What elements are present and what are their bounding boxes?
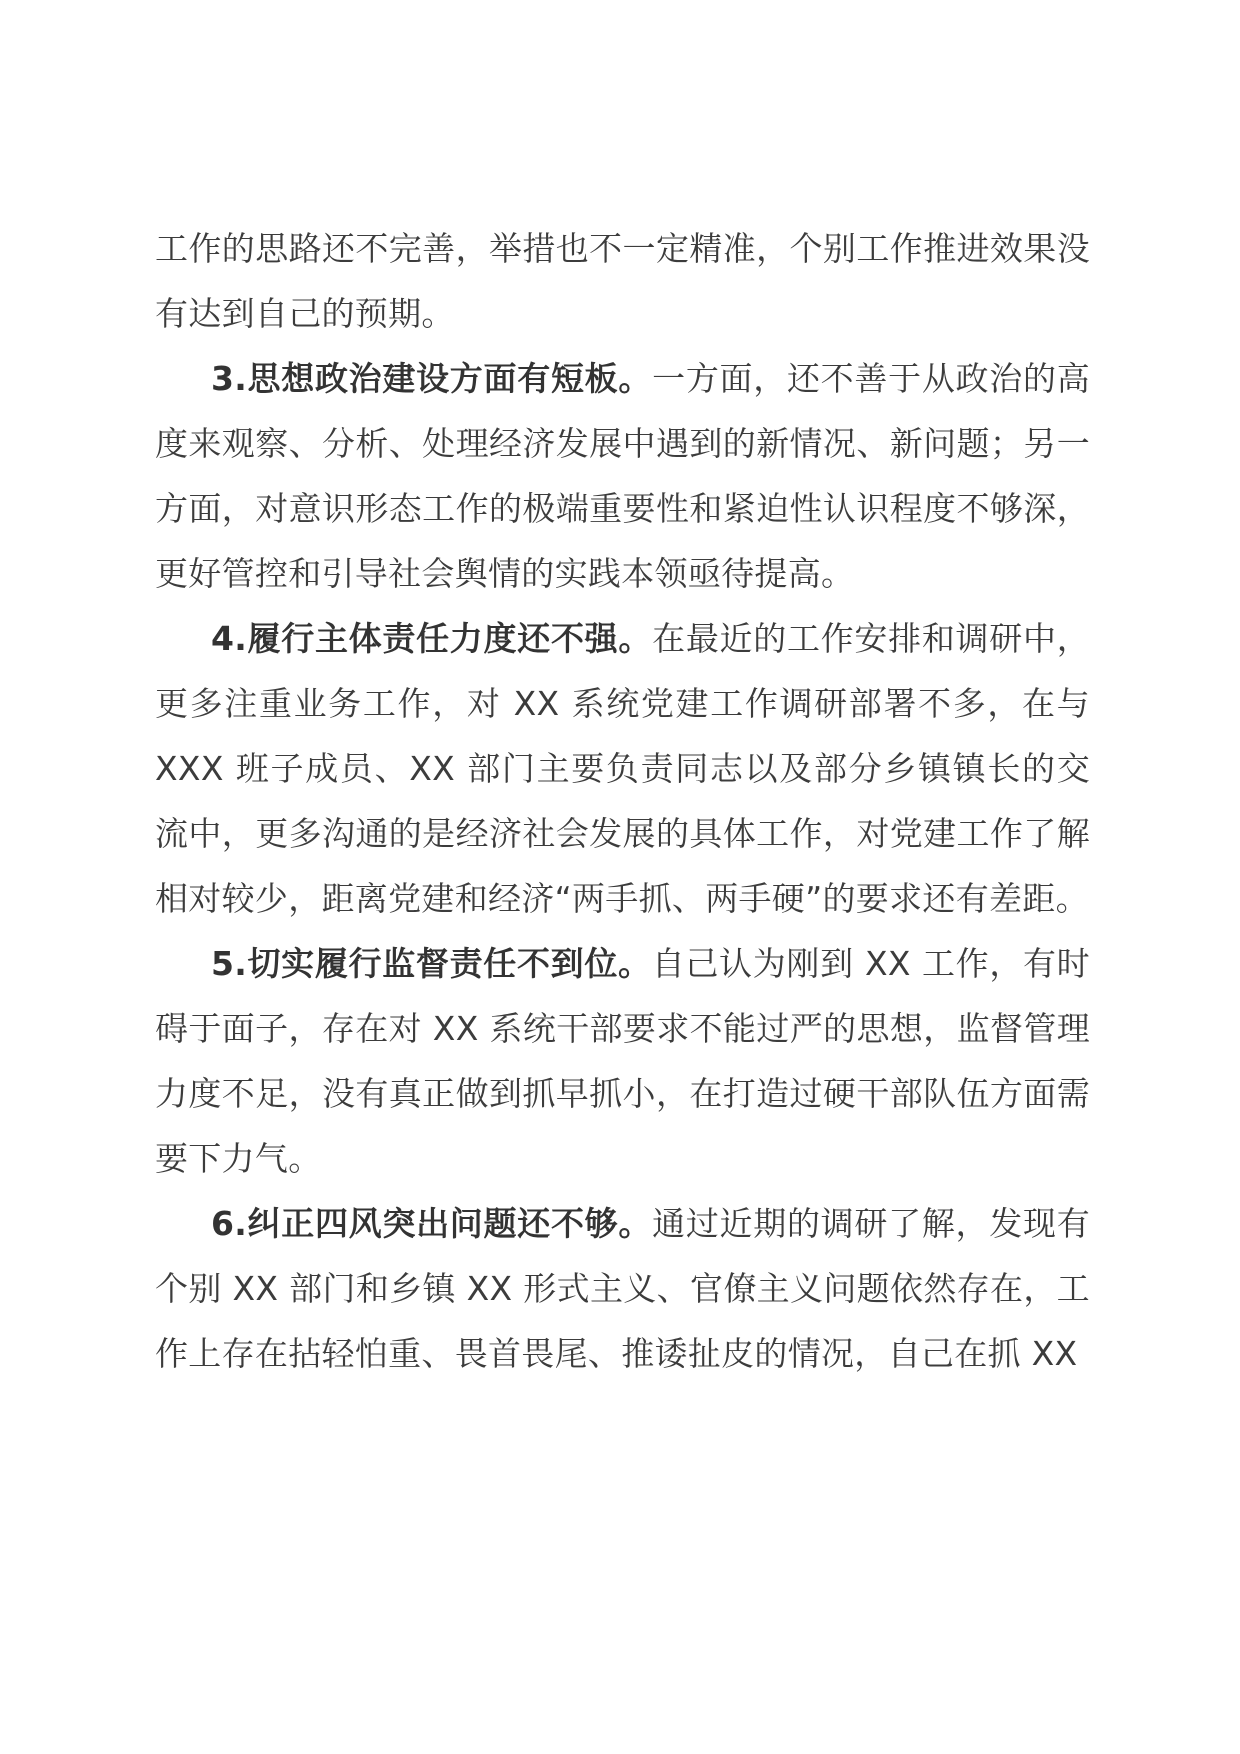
paragraph-heading: 5.切实履行监督责任不到位。 <box>211 944 652 983</box>
document-body <box>155 216 1090 1386</box>
paragraph-item-4 <box>155 606 1090 931</box>
paragraph-item-6 <box>155 1191 1090 1386</box>
paragraph-heading: 6.纠正四风突出问题还不够。 <box>211 1204 653 1243</box>
paragraph-text: 自己认为刚到 XX 工作，有时碍于面子，存在对 XX 系统干部要求不能过严的思想，监督管理力度不足，没有真正做到抓早抓小，在打造过硬干部队伍方面需要下力气。 <box>155 944 1090 1178</box>
paragraph-heading: 3.思想政治建设方面有短板。 <box>211 359 653 398</box>
paragraph-text: 通过近期的调研了解，发现有个别 XX 部门和乡镇 XX 形式主义、官僚主义问题依然存在，工作上存在拈轻怕重、畏首畏尾、推诿扯皮的情况，自己在抓 XX <box>155 1204 1090 1373</box>
paragraph-item-3 <box>155 346 1090 606</box>
paragraph-text: 在最近的工作安排和调研中，更多注重业务工作，对 XX 系统党建工作调研部署不多，在与 XXX 班子成员、XX 部门主要负责同志以及部分乡镇镇长的交流中，更多沟通的是经济社会发展的具体工作，对党建工作了解相对较少，距离党建和经济“两手抓、两手硬”的要求还有差距。 <box>155 619 1090 918</box>
paragraph-text: 一方面，还不善于从政治的高度来观察、分析、处理经济发展中遇到的新情况、新问题；另一方面，对意识形态工作的极端重要性和紧迫性认识程度不够深，更好管控和引导社会舆情的实践本领亟待提高。 <box>155 359 1090 593</box>
paragraph-text: 工作的思路还不完善，举措也不一定精准，个别工作推进效果没有达到自己的预期。 <box>155 229 1090 333</box>
paragraph-heading: 4.履行主体责任力度还不强。 <box>211 619 653 658</box>
paragraph-continuation <box>155 216 1090 346</box>
paragraph-item-5 <box>155 931 1090 1191</box>
